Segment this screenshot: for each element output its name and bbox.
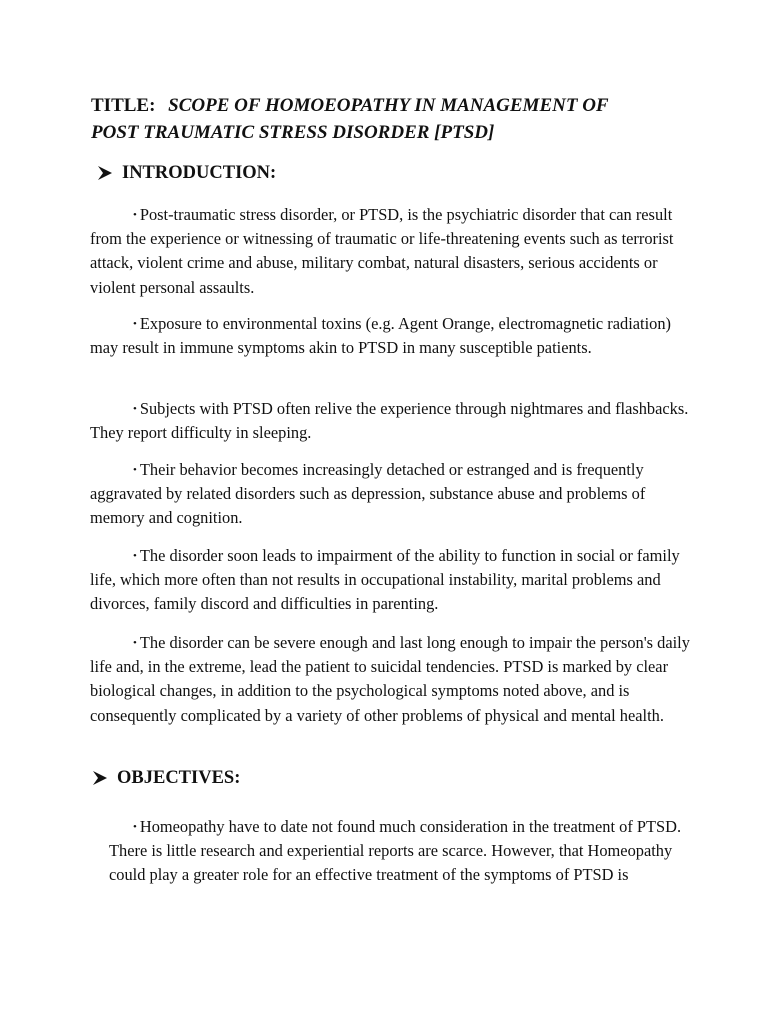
bullet-icon: • xyxy=(133,464,137,476)
title-label: TITLE: xyxy=(91,95,156,116)
title-text-line-1: SCOPE OF HOMOEOPATHY IN MANAGEMENT OF xyxy=(168,95,609,116)
bullet-icon: • xyxy=(133,550,137,562)
intro-paragraph-6 xyxy=(90,631,690,728)
title-line-1 xyxy=(91,92,609,119)
intro-paragraph-3-text: Subjects with PTSD often relive the experience through nightmares and flashbacks. They report difficulty in sleeping. xyxy=(90,399,689,443)
bullet-icon: • xyxy=(133,403,137,415)
intro-paragraph-4-text: Their behavior becomes increasingly detached or estranged and is frequently aggravated by related disorders such as depression, substance abuse and problems of memory and cognition. xyxy=(90,460,646,528)
title-line-2 xyxy=(91,119,494,146)
intro-paragraph-5 xyxy=(90,544,690,617)
intro-paragraph-1 xyxy=(90,203,690,300)
bullet-icon: • xyxy=(133,318,137,330)
arrowhead-bullet-icon xyxy=(91,769,109,787)
intro-paragraph-3 xyxy=(90,397,690,445)
intro-paragraph-4 xyxy=(90,458,690,531)
objectives-paragraph-1 xyxy=(109,815,689,888)
arrowhead-bullet-icon xyxy=(96,164,114,182)
objectives-heading xyxy=(91,765,240,791)
intro-paragraph-5-text: The disorder soon leads to impairment of the ability to function in social or family life, which more often than not results in occupational instability, marital problems and divorces, family discord and difficulties in parenting. xyxy=(90,546,680,614)
intro-paragraph-2 xyxy=(90,312,690,360)
bullet-icon: • xyxy=(133,209,137,221)
title-text-line-2: POST TRAUMATIC STRESS DISORDER [PTSD] xyxy=(91,122,495,143)
introduction-heading xyxy=(96,160,276,186)
bullet-icon: • xyxy=(133,637,137,649)
intro-paragraph-2-text: Exposure to environmental toxins (e.g. Agent Orange, electromagnetic radiation) may result in immune symptoms akin to PTSD in many susceptible patients. xyxy=(90,314,672,358)
objectives-paragraph-1-text: Homeopathy have to date not found much consideration in the treatment of PTSD. There is little research and experiential reports are scarce. However, that Homeopathy could play a greater role for an effective treatment of the symptoms of PTSD is xyxy=(109,817,682,885)
intro-paragraph-1-text: Post-traumatic stress disorder, or PTSD, is the psychiatric disorder that can result from the experience or witnessing of traumatic or life-threatening events such as terrorist attack, violent crime and abuse, military combat, natural disasters, serious accidents or violent personal assaults. xyxy=(90,205,674,297)
objectives-heading-text: OBJECTIVES: xyxy=(117,768,241,788)
bullet-icon: • xyxy=(133,821,137,833)
introduction-heading-text: INTRODUCTION: xyxy=(122,163,277,183)
intro-paragraph-6-text: The disorder can be severe enough and last long enough to impair the person's daily life and, in the extreme, lead the patient to suicidal tendencies. PTSD is marked by clear biological changes, in addition to the psychological symptoms noted above, and is consequently complicated by a variety of other problems of physical and mental health. xyxy=(90,633,690,725)
